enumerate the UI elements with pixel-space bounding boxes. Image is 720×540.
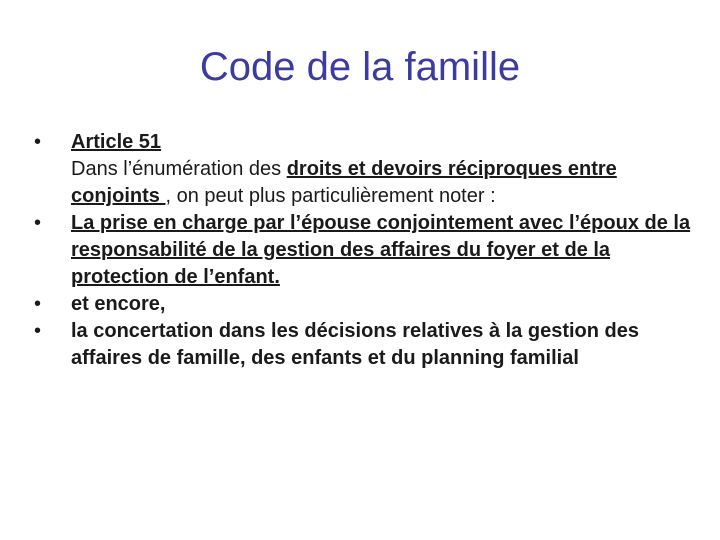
list-item-text: et encore, xyxy=(71,293,166,315)
article-text-after: , on peut plus particulièrement noter : xyxy=(165,185,496,207)
article-text xyxy=(71,156,694,210)
list-item-article xyxy=(34,129,694,210)
list-item-et-encore xyxy=(34,291,694,318)
bullet-icon: • xyxy=(34,320,42,342)
article-heading: Article 51 xyxy=(71,131,162,153)
bullet-icon: • xyxy=(34,212,42,234)
bullet-list xyxy=(34,129,694,372)
list-item-text: la concertation dans les décisions relatives à la gestion des affaires de famille, des enfants et du planning familial xyxy=(71,320,639,369)
slide-title: Code de la famille xyxy=(199,45,521,89)
list-item-concertation xyxy=(34,318,694,372)
article-text-emphasis: droits et devoirs réciproques entre conjoints xyxy=(71,158,617,207)
list-item-prise-en-charge xyxy=(34,210,694,291)
bullet-icon: • xyxy=(34,293,42,315)
bullet-icon: • xyxy=(34,131,42,153)
list-item-text: La prise en charge par l’épouse conjointement avec l’époux de la responsabilité de la gestion des affaires du foyer et de la protection de l’enfant. xyxy=(71,212,691,288)
article-text-before: Dans l’énumération des xyxy=(71,158,287,180)
